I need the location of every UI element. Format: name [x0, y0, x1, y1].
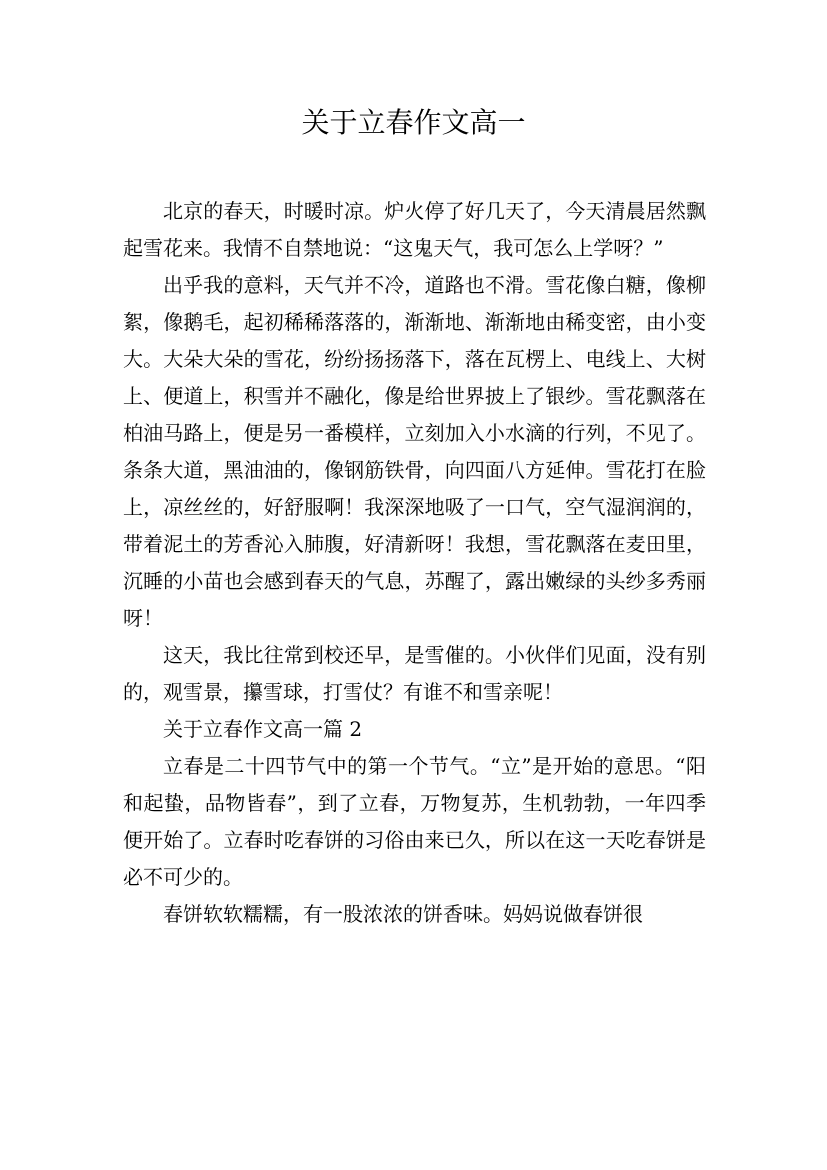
paragraph: 这天，我比往常到校还早，是雪催的。小伙伴们见面，没有别的，观雪景，攥雪球，打雪仗？有谁不和雪亲呢！ — [123, 643, 706, 704]
paragraph: 出乎我的意料，天气并不冷，道路也不滑。雪花像白糖，像柳絮，像鹅毛，起初稀稀落落的，渐渐地、渐渐地由稀变密，由小变大。大朵大朵的雪花，纷纷扬扬落下，落在瓦楞上、电线上、大树上、便道上，积雪并不融化，像是给世界披上了银纱。雪花飘落在柏油马路上，便是另一番模样，立刻加入小水滴的行列，不见了。条条大道，黑油油的，像钢筋铁骨，向四面八方延伸。雪花打在脸上，凉丝丝的，好舒服啊！我深深地吸了一口气，空气湿润润的，带着泥土的芳香沁入肺腹，好清新呀！我想，雪花飘落在麦田里，沉睡的小苗也会感到春天的气息，苏醒了，露出嫩绿的头纱多秀丽呀！ — [123, 273, 706, 630]
section-heading: 关于立春作文高一篇 2 — [163, 717, 363, 741]
paragraph: 春饼软软糯糯，有一股浓浓的饼香味。妈妈说做春饼很 — [163, 902, 643, 926]
paragraph: 北京的春天，时暖时凉。炉火停了好几天了，今天清晨居然飘起雪花来。我情不自禁地说：“这鬼天气，我可怎么上学呀？” — [123, 199, 706, 260]
document-title: 关于立春作文高一 — [301, 106, 526, 139]
paragraph: 立春是二十四节气中的第一个节气。“立”是开始的意思。“阳和起蛰，品物皆春”，到了立春，万物复苏，生机勃勃，一年四季便开始了。立春时吃春饼的习俗由来已久，所以在这一天吃春饼是必不可少的。 — [123, 754, 706, 889]
document-body — [123, 193, 706, 933]
